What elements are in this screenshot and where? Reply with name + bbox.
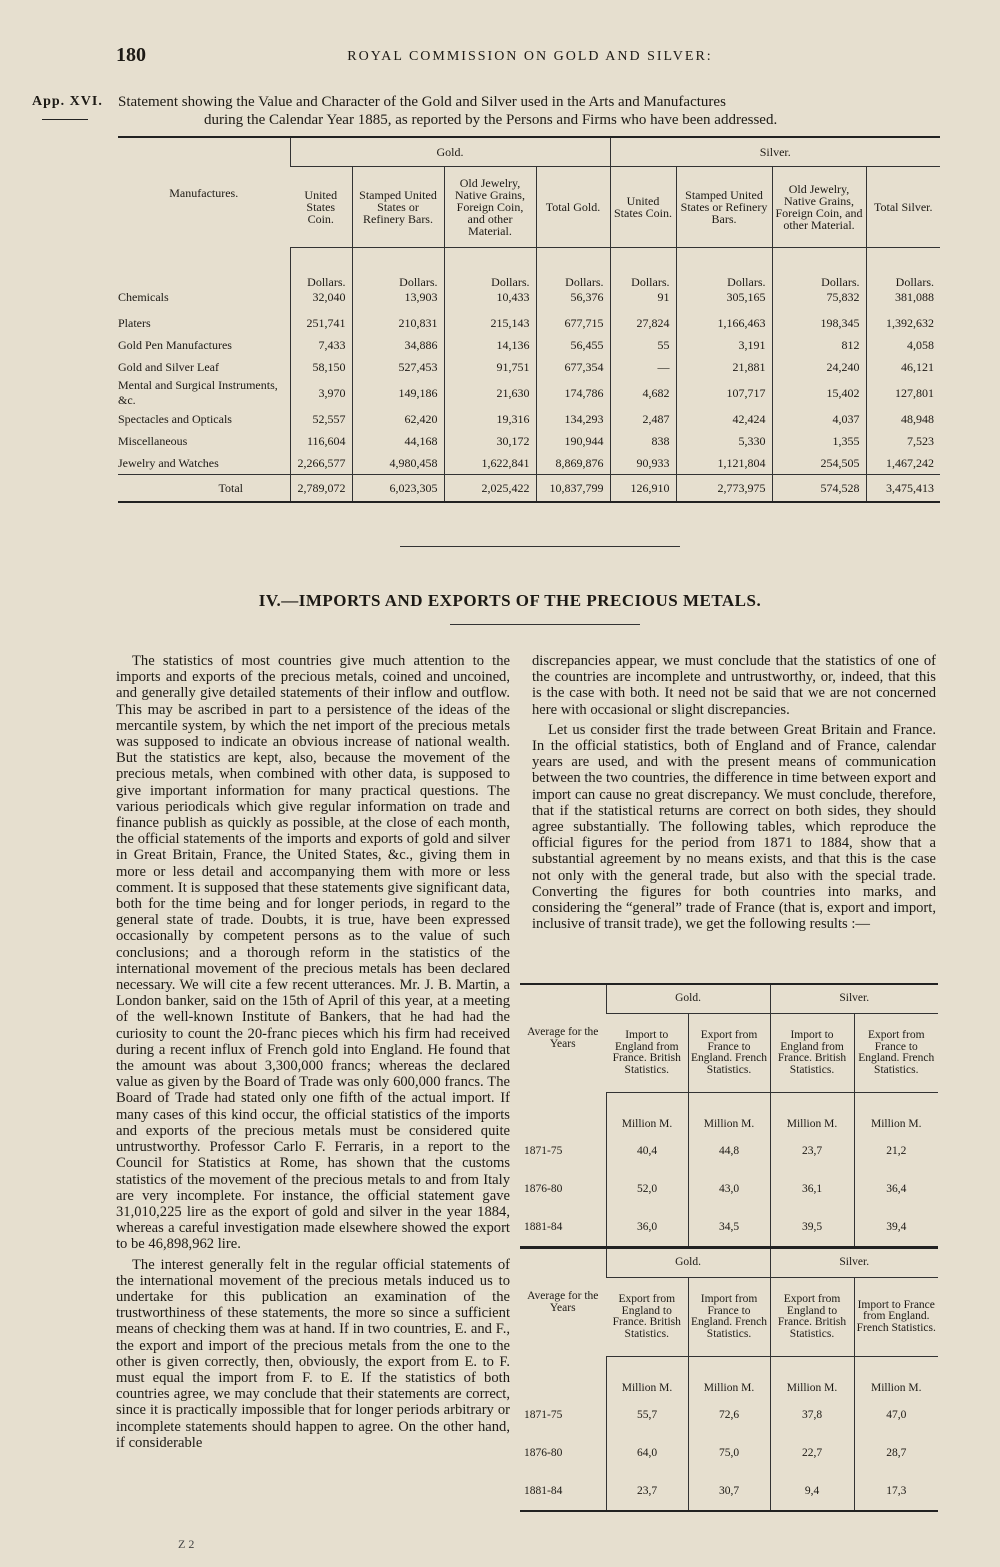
unit-label: Million M. <box>606 1357 688 1397</box>
table-cell: 8,869,876 <box>536 452 610 475</box>
paragraph: The statistics of most countries give much attention to the imports and exports of the precious metals, coined and uncoined, and generally give detailed statements of their inflow and outflow. This may be ascribed in part to a persistence of the ideas of the mercantile system, by which the net import of the precious metals was supposed to indicate an obvious increase of national wealth. But the statistics are kept, also, because the movement of the precious metals, when combined with other data, is supposed to give important information for many practical questions. The various periodicals which give regular information on trade and finance publish as quickly as possible, at the close of each month, the official statements of the imports and exports of gold and silver in Great Britain, France, the United States, &c., giving them in more or less detail and accompanying them with more or less comment. It is supposed that these statements give significant data, both for the time being and for longer periods, in regard to the general state of trade. Doubts, it is true, have been expressed occasionally by competent persons as to the value of such conclusions; and a thorough reform in the statistics of the international movement of the precious metals has been declared necessary. We will cite a few recent utterances. Mr. J. B. Martin, a London banker, said on the 15th of April of this year, at a meeting of the well-known Institute of Bankers, that he had had the curiosity to count the 20-franc pieces which his firm had received during a recent influx of French gold into England. He found that the amount was about 3,300,000 francs; whereas the declared value as given by the Board of Trade was only 600,000 francs. The Board of Trade had stated only one fifth of the actual import. If many cases of this kind occur, the official statistics of the imports and exports of the precious metals must be considered quite untrustworthy. Professor Carlo F. Ferraris, in a report to the Council for Statistics at Rome, has shown that the customs statistics of the movement of the precious metals to and from Italy are very incomplete. For instance, the official statement gave 31,010,225 lire as the export of gold and silver in the year 1884, whereas a careful investigation made elsewhere showed the export to be 46,898,962 lire. <box>116 653 510 1253</box>
table-cell: 2,487 <box>610 408 676 430</box>
table-row <box>118 356 940 378</box>
unit-label: Dollars. <box>536 248 610 291</box>
table-cell: 4,058 <box>866 334 940 356</box>
table-cell: 36,1 <box>770 1170 854 1208</box>
table-cell: 56,455 <box>536 334 610 356</box>
table-cell: 5,330 <box>676 430 772 452</box>
unit-label: Million M. <box>770 1093 854 1133</box>
table-cell: 30,7 <box>688 1472 770 1511</box>
table-cell: 48,948 <box>866 408 940 430</box>
table-cell: — <box>610 356 676 378</box>
table-cell: 107,717 <box>676 378 772 408</box>
table-cell: 574,528 <box>772 475 866 503</box>
total-row <box>118 475 940 503</box>
paragraph: Let us consider first the trade between Great Britain and France. In the official statistics, both of England and of France, calendar years are used, and with the present means of communication between the two countries, the difference in time between export and import can cause no great discrepancy. We must conclude, therefore, that if the statistical returns are correct on both sides, they should agree substantially. The following tables, which reproduce the official figures for the period from 1871 to 1884, show that a substantial agreement by no means exists, and that this is the case not only with the general trade, but also with the special trade. Converting the figures for both countries into marks, and considering the “general” trade of France (that is, export and import, inclusive of transit trade), we get the following results :— <box>532 721 936 933</box>
table-cell: 64,0 <box>606 1434 688 1472</box>
row-label: Miscellaneous <box>118 433 188 448</box>
col-header: Export from France to England. French Statistics. <box>688 1014 770 1093</box>
table-cell: 21,2 <box>854 1132 938 1170</box>
years-header: Average for the Years <box>520 1248 606 1357</box>
table-cell: 90,933 <box>610 452 676 475</box>
table-cell: 10,837,799 <box>536 475 610 503</box>
table-row <box>118 452 940 475</box>
unit-spacer <box>118 248 290 291</box>
table-cell: 3,970 <box>290 378 352 408</box>
left-column <box>116 653 510 1451</box>
table-cell: 4,037 <box>772 408 866 430</box>
page-number: 180 <box>116 44 146 66</box>
table-cell: 34,886 <box>352 334 444 356</box>
signature-mark: Z 2 <box>178 1537 195 1551</box>
import-export-table-2 <box>520 1247 938 1512</box>
statement-line-1: Statement showing the Value and Character of the Gold and Silver used in the Arts and Manufactures <box>118 94 726 110</box>
table-row <box>118 312 940 334</box>
table-cell: 22,7 <box>770 1434 854 1472</box>
unit-row <box>520 1357 938 1397</box>
table-cell: 7,433 <box>290 334 352 356</box>
table-cell: 55,7 <box>606 1396 688 1434</box>
table-cell: 126,910 <box>610 475 676 503</box>
table-cell: 2,025,422 <box>444 475 536 503</box>
years-header: Average for the Years <box>520 984 606 1093</box>
col-header: United States Coin. <box>610 167 676 248</box>
table-cell: 10,433 <box>444 290 536 312</box>
group-header-row <box>520 1248 938 1278</box>
table-row <box>520 1396 938 1434</box>
table-cell: 75,832 <box>772 290 866 312</box>
table-cell: 44,168 <box>352 430 444 452</box>
unit-label: Dollars. <box>772 248 866 291</box>
table-cell: 254,505 <box>772 452 866 475</box>
unit-label: Dollars. <box>676 248 772 291</box>
table-cell: 55 <box>610 334 676 356</box>
table-cell: 7,523 <box>866 430 940 452</box>
table-cell: 127,801 <box>866 378 940 408</box>
statement-line-2: during the Calendar Year 1885, as reported by the Persons and Firms who have been addressed. <box>204 112 778 128</box>
table-cell: 21,881 <box>676 356 772 378</box>
table-cell: 1,622,841 <box>444 452 536 475</box>
table-cell: 190,944 <box>536 430 610 452</box>
table-cell: 21,630 <box>444 378 536 408</box>
import-export-table-1-body <box>520 1093 938 1248</box>
table-cell: 1,166,463 <box>676 312 772 334</box>
col-header: Stamped United States or Refinery Bars. <box>676 167 772 248</box>
appendix-rule <box>42 119 88 120</box>
years-label: 1871-75 <box>524 1409 563 1421</box>
unit-label: Million M. <box>688 1093 770 1133</box>
silver-group-header: Silver. <box>770 1248 938 1278</box>
table-cell: 2,773,975 <box>676 475 772 503</box>
col-header: Old Jewelry, Native Grains, Foreign Coin, and other Material. <box>444 167 536 248</box>
statement-caption <box>118 93 940 129</box>
silver-group-header: Silver. <box>770 984 938 1014</box>
table-cell: 56,376 <box>536 290 610 312</box>
table-cell: 42,424 <box>676 408 772 430</box>
unit-label: Million M. <box>854 1357 938 1397</box>
unit-label: Dollars. <box>444 248 536 291</box>
table-cell: 1,121,804 <box>676 452 772 475</box>
table-cell: 4,682 <box>610 378 676 408</box>
table-cell: 44,8 <box>688 1132 770 1170</box>
table-cell: 677,354 <box>536 356 610 378</box>
table-cell: 210,831 <box>352 312 444 334</box>
table-cell: 14,136 <box>444 334 536 356</box>
row-label: Chemicals <box>118 290 169 304</box>
col-header: Import to England from France. British Statistics. <box>770 1014 854 1093</box>
row-label: Mental and Surgical Instruments, &c. <box>118 378 278 407</box>
table-cell: 812 <box>772 334 866 356</box>
table-cell: 677,715 <box>536 312 610 334</box>
table-cell: 527,453 <box>352 356 444 378</box>
table-cell: 23,7 <box>770 1132 854 1170</box>
table-cell: 1,355 <box>772 430 866 452</box>
table-cell: 1,392,632 <box>866 312 940 334</box>
unit-label: Dollars. <box>352 248 444 291</box>
table-cell: 9,4 <box>770 1472 854 1511</box>
table-row <box>520 1434 938 1472</box>
table-cell: 134,293 <box>536 408 610 430</box>
unit-label: Million M. <box>688 1357 770 1397</box>
table-cell: 62,420 <box>352 408 444 430</box>
table-cell: 47,0 <box>854 1396 938 1434</box>
table-cell: 3,475,413 <box>866 475 940 503</box>
table-cell: 23,7 <box>606 1472 688 1511</box>
table-cell: 174,786 <box>536 378 610 408</box>
table-cell: 305,165 <box>676 290 772 312</box>
row-label: Jewelry and Watches <box>118 455 219 470</box>
gold-group-header: Gold. <box>290 137 610 167</box>
table-cell: 39,4 <box>854 1208 938 1247</box>
table-cell: 4,980,458 <box>352 452 444 475</box>
row-label: Spectacles and Opticals <box>118 411 232 426</box>
table-cell: 2,789,072 <box>290 475 352 503</box>
col-header: Import to England from France. British Statistics. <box>606 1014 688 1093</box>
col-header: United States Coin. <box>290 167 352 248</box>
table-row <box>118 290 940 312</box>
table-cell: 58,150 <box>290 356 352 378</box>
table-cell: 52,0 <box>606 1170 688 1208</box>
years-label: 1881-84 <box>520 1472 606 1511</box>
table-row <box>520 1170 938 1208</box>
table-cell: 116,604 <box>290 430 352 452</box>
total-label: Total <box>118 475 290 503</box>
unit-label: Million M. <box>606 1093 688 1133</box>
table-cell: 91,751 <box>444 356 536 378</box>
running-title: ROYAL COMMISSION ON GOLD AND SILVER: <box>347 49 713 64</box>
table-cell: 27,824 <box>610 312 676 334</box>
table-cell: 37,8 <box>770 1396 854 1434</box>
group-header-row <box>520 984 938 1014</box>
table-cell: 28,7 <box>854 1434 938 1472</box>
table-cell: 91 <box>610 290 676 312</box>
row-label: Gold Pen Manufactures <box>118 337 232 352</box>
table-cell: 36,4 <box>854 1170 938 1208</box>
table-row <box>118 430 940 452</box>
table-row <box>118 378 940 408</box>
col-header: Import to France from England. French Statistics. <box>854 1278 938 1357</box>
table-row <box>520 1132 938 1170</box>
table-cell: 24,240 <box>772 356 866 378</box>
manufactures-header: Manufactures. <box>118 137 290 248</box>
right-column <box>532 653 936 932</box>
col-header: Export from England to France. British Statistics. <box>606 1278 688 1357</box>
manufactures-table-body <box>118 248 940 503</box>
table-cell: 381,088 <box>866 290 940 312</box>
paragraph: The interest generally felt in the regular official statements of the international movement of the precious metals induced us to undertake for this publication an examination of the trustworthiness of these statements, the more so since a sufficient means of checking them was at hand. If in two countries, E. and F., the export and import of the precious metals from the one to the other is given correctly, then, obviously, the export from E. to F. must equal the import from F. to E. If the statistics of both countries agree, we may conclude that their statements are correct, since it is practically impossible that for longer periods arbitrary or incomplete statements should happen to agree. On the other hand, if considerable <box>116 1256 510 1451</box>
table-cell: 32,040 <box>290 290 352 312</box>
table-cell: 15,402 <box>772 378 866 408</box>
col-header: Old Jewelry, Native Grains, Foreign Coin, and other Material. <box>772 167 866 248</box>
col-header: Total Gold. <box>536 167 610 248</box>
paragraph: discrepancies appear, we must conclude that the statistics of one of the countries are incomplete and untrustworthy, or, indeed, that this is the case with both. It need not be said that we are not concerned here with occasional or slight discrepancies. <box>532 653 936 718</box>
appendix-label: App. XVI. <box>32 94 103 109</box>
row-label: Gold and Silver Leaf <box>118 359 219 374</box>
table-row <box>520 1208 938 1247</box>
table-row <box>118 408 940 430</box>
unit-spacer <box>520 1357 606 1397</box>
col-header: Export from England to France. British Statistics. <box>770 1278 854 1357</box>
col-header: Import from France to England. French Statistics. <box>688 1278 770 1357</box>
unit-label: Million M. <box>770 1357 854 1397</box>
table-cell: 198,345 <box>772 312 866 334</box>
unit-label: Dollars. <box>610 248 676 291</box>
years-label: 1876-80 <box>524 1183 563 1195</box>
table-cell: 17,3 <box>854 1472 938 1511</box>
table-cell: 2,266,577 <box>290 452 352 475</box>
unit-row <box>118 248 940 291</box>
years-label: 1881-84 <box>520 1208 606 1247</box>
table-cell: 34,5 <box>688 1208 770 1247</box>
unit-label: Million M. <box>854 1093 938 1133</box>
table-cell: 19,316 <box>444 408 536 430</box>
table-cell: 52,557 <box>290 408 352 430</box>
unit-label: Dollars. <box>290 248 352 291</box>
table-cell: 838 <box>610 430 676 452</box>
table-row <box>118 334 940 356</box>
row-label: Platers <box>118 315 151 330</box>
manufactures-table <box>118 136 940 503</box>
years-label: 1876-80 <box>524 1447 563 1459</box>
table-cell: 251,741 <box>290 312 352 334</box>
table-cell: 149,186 <box>352 378 444 408</box>
table-cell: 215,143 <box>444 312 536 334</box>
table-cell: 75,0 <box>688 1434 770 1472</box>
table-cell: 36,0 <box>606 1208 688 1247</box>
table-cell: 30,172 <box>444 430 536 452</box>
divider-rule <box>450 624 640 625</box>
table-cell: 13,903 <box>352 290 444 312</box>
divider-rule <box>400 546 680 547</box>
table-cell: 39,5 <box>770 1208 854 1247</box>
import-export-table-2-body <box>520 1357 938 1512</box>
table-cell: 6,023,305 <box>352 475 444 503</box>
import-export-table-1 <box>520 983 938 1248</box>
unit-spacer <box>520 1093 606 1133</box>
gold-group-header: Gold. <box>606 1248 770 1278</box>
col-header: Stamped United States or Refinery Bars. <box>352 167 444 248</box>
silver-group-header: Silver. <box>610 137 940 167</box>
gold-group-header: Gold. <box>606 984 770 1014</box>
table-cell: 1,467,242 <box>866 452 940 475</box>
unit-row <box>520 1093 938 1133</box>
table-cell: 43,0 <box>688 1170 770 1208</box>
section-title: IV.—IMPORTS AND EXPORTS OF THE PRECIOUS METALS. <box>258 591 762 610</box>
table-row <box>520 1472 938 1511</box>
years-label: 1871-75 <box>524 1145 563 1157</box>
group-header-row <box>118 137 940 167</box>
unit-label: Dollars. <box>866 248 940 291</box>
table-cell: 46,121 <box>866 356 940 378</box>
col-header: Export from France to England. French Statistics. <box>854 1014 938 1093</box>
col-header: Total Silver. <box>866 167 940 248</box>
table-cell: 72,6 <box>688 1396 770 1434</box>
table-cell: 40,4 <box>606 1132 688 1170</box>
table-cell: 3,191 <box>676 334 772 356</box>
